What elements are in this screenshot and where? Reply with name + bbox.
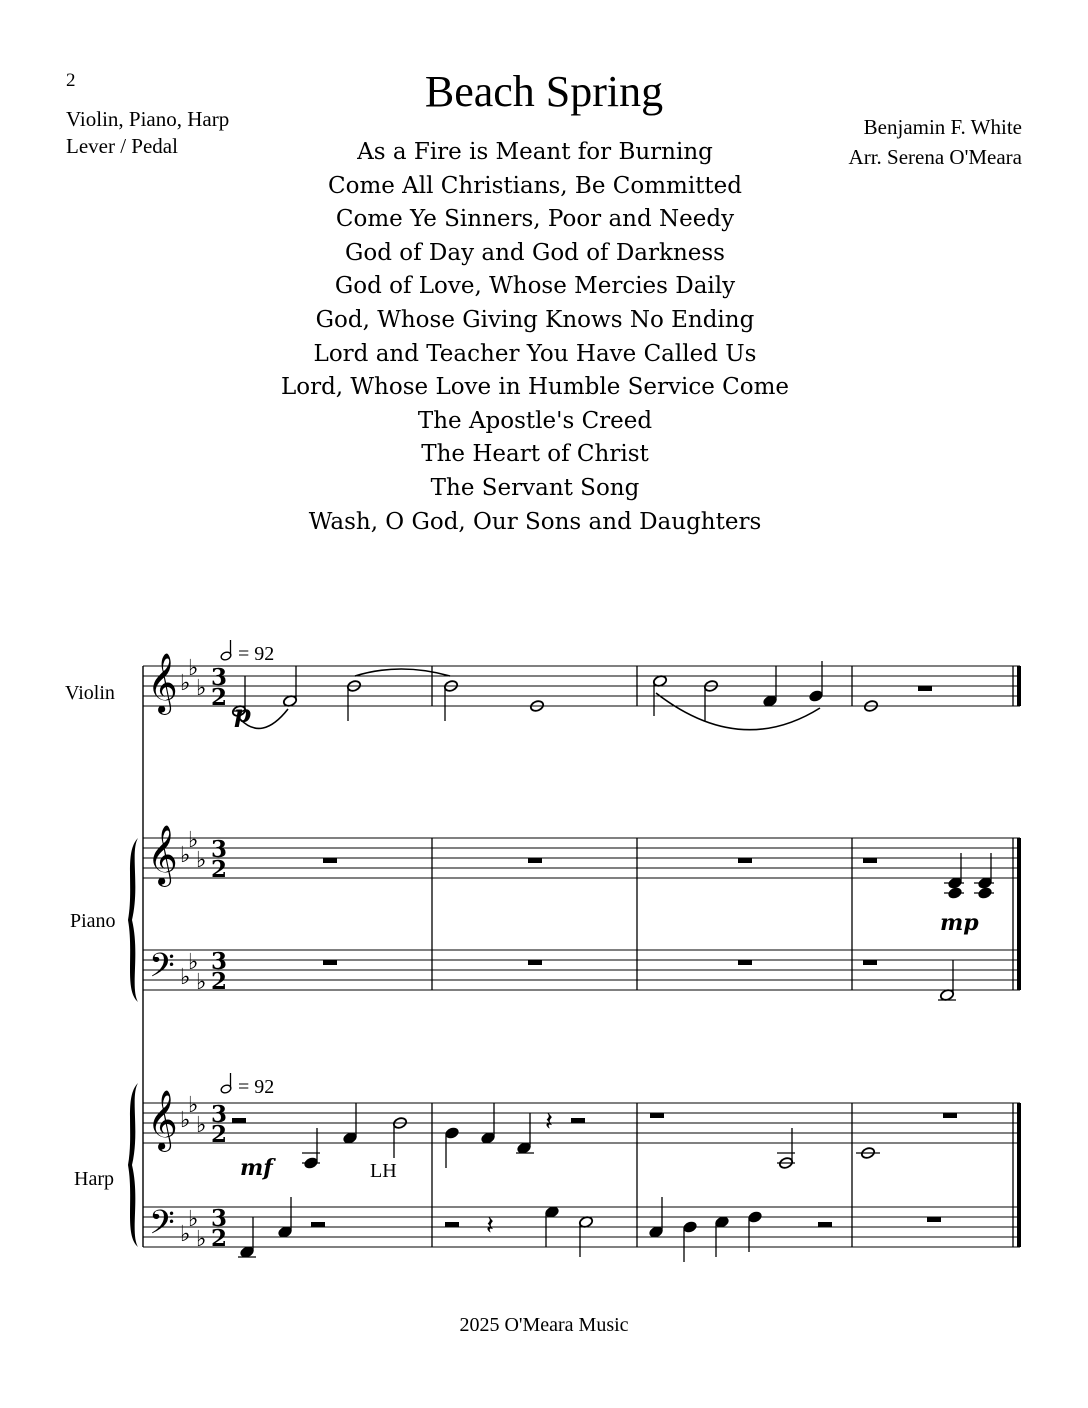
hymn-title: Come Ye Sinners, Poor and Needy xyxy=(335,206,735,233)
hymn-title: God of Love, Whose Mercies Daily xyxy=(334,273,736,300)
violin-notes xyxy=(231,661,878,730)
time-signature-bottom: 2 xyxy=(210,1121,228,1148)
flat-icon: ♭ xyxy=(196,1227,207,1252)
piano-label: Piano xyxy=(70,910,116,932)
flat-icon: ♭ xyxy=(180,1108,191,1133)
rest xyxy=(943,1113,957,1118)
note xyxy=(649,1226,664,1239)
note xyxy=(481,1132,496,1145)
time-signature-top: 3 xyxy=(210,1205,228,1232)
rest xyxy=(650,1113,664,1118)
flat-icon: ♭ xyxy=(188,656,199,681)
note xyxy=(304,1157,319,1170)
time-signature-bottom: 2 xyxy=(210,684,228,711)
instrumentation-line-2: Lever / Pedal xyxy=(66,134,178,158)
harp-dynamic: mf xyxy=(240,1155,273,1181)
note xyxy=(978,887,993,900)
hymn-title: Lord, Whose Love in Humble Service Come xyxy=(280,374,790,401)
flat-icon: ♭ xyxy=(180,671,191,696)
quarter-rest-icon: 𝄽 xyxy=(486,1211,494,1241)
flat-icon: ♭ xyxy=(196,970,207,995)
time-signature-top: 3 xyxy=(210,1101,228,1128)
page-title: Beach Spring xyxy=(424,67,664,116)
rest xyxy=(323,960,337,965)
treble-clef-icon: 𝄞 xyxy=(147,825,178,885)
rest xyxy=(323,858,337,863)
flat-icon: ♭ xyxy=(180,843,191,868)
hymn-title: As a Fire is Meant for Burning xyxy=(357,139,713,165)
bass-clef-icon: 𝄢 xyxy=(149,1204,175,1250)
hymn-title: God of Day and God of Darkness xyxy=(345,239,725,266)
note xyxy=(763,695,778,708)
staff-lines xyxy=(143,666,1020,1247)
note xyxy=(715,1216,730,1229)
flat-icon: ♭ xyxy=(188,1093,199,1118)
rest xyxy=(232,1118,246,1123)
bass-clef-icon: 𝄢 xyxy=(149,947,175,993)
flat-icon: ♭ xyxy=(196,848,207,873)
note xyxy=(545,1206,560,1219)
time-signature-bottom: 2 xyxy=(210,968,228,995)
barlines xyxy=(432,666,1013,1247)
rest xyxy=(738,858,752,863)
time-signature-bottom: 2 xyxy=(210,1225,228,1252)
rest xyxy=(863,858,877,863)
piano-treble-staff xyxy=(143,838,1020,878)
flat-icon: ♭ xyxy=(196,1113,207,1138)
hymn-title: Lord and Teacher You Have Called Us xyxy=(313,340,757,367)
piano-bass-staff xyxy=(143,950,1020,990)
note xyxy=(948,877,963,890)
note xyxy=(278,1226,293,1239)
hymn-title: The Heart of Christ xyxy=(421,441,649,468)
flat-icon: ♭ xyxy=(188,828,199,853)
key-signatures xyxy=(180,656,206,1252)
whole-rests xyxy=(232,686,957,1227)
harp-tempo-mark xyxy=(220,1073,274,1098)
note xyxy=(445,1127,460,1140)
time-signature-top: 3 xyxy=(210,664,228,691)
rest xyxy=(311,1222,325,1227)
note xyxy=(683,1221,698,1234)
harp-label: Harp xyxy=(74,1168,114,1190)
rest xyxy=(738,960,752,965)
note xyxy=(978,877,993,890)
time-signature-top: 3 xyxy=(210,836,228,863)
piano-brace xyxy=(128,838,138,1002)
rest xyxy=(918,686,932,691)
hymn-title: The Apostle's Creed xyxy=(417,407,653,434)
piano-dynamic: mp xyxy=(940,910,979,936)
treble-clef-icon: 𝄞 xyxy=(147,653,178,713)
note xyxy=(343,1132,358,1145)
flat-icon: ♭ xyxy=(180,1222,191,1247)
rest xyxy=(528,960,542,965)
rest xyxy=(863,960,877,965)
flat-icon: ♭ xyxy=(188,1207,199,1232)
slur xyxy=(656,693,820,730)
treble-clef-icon: 𝄞 xyxy=(147,1090,178,1150)
composer: Benjamin F. White xyxy=(863,115,1022,139)
quarter-rest-icon: 𝄽 xyxy=(545,1107,553,1137)
hymn-title: God, Whose Giving Knows No Ending xyxy=(315,306,755,333)
rest xyxy=(818,1222,832,1227)
hymn-title: Come All Christians, Be Committed xyxy=(328,172,742,199)
hymn-title: Wash, O God, Our Sons and Daughters xyxy=(308,508,762,535)
rest xyxy=(571,1118,585,1123)
flat-icon: ♭ xyxy=(180,965,191,990)
rest xyxy=(528,858,542,863)
harp-brace xyxy=(128,1083,138,1247)
time-signature-bottom: 2 xyxy=(210,856,228,883)
time-signature-top: 3 xyxy=(210,948,228,975)
violin-tempo-mark xyxy=(220,640,274,665)
rest xyxy=(445,1222,459,1227)
violin-dynamic: p xyxy=(234,699,251,728)
flat-icon: ♭ xyxy=(196,676,207,701)
hymn-title: The Servant Song xyxy=(430,474,640,501)
arranger: Arr. Serena O'Meara xyxy=(848,145,1022,169)
note xyxy=(948,887,963,900)
footer-copyright: 2025 O'Meara Music xyxy=(459,1314,629,1336)
violin-label: Violin xyxy=(65,682,115,704)
left-hand-marking: LH xyxy=(370,1160,397,1182)
tie xyxy=(355,669,450,676)
note xyxy=(809,690,824,703)
note xyxy=(748,1211,763,1224)
violin-staff xyxy=(143,666,1020,706)
violin-tempo-value: = 92 xyxy=(238,643,275,665)
page-number: 2 xyxy=(66,70,76,91)
harp-tempo-value: = 92 xyxy=(238,1076,275,1098)
rest xyxy=(927,1217,941,1222)
flat-icon: ♭ xyxy=(188,950,199,975)
instrumentation-line-1: Violin, Piano, Harp xyxy=(66,107,230,131)
